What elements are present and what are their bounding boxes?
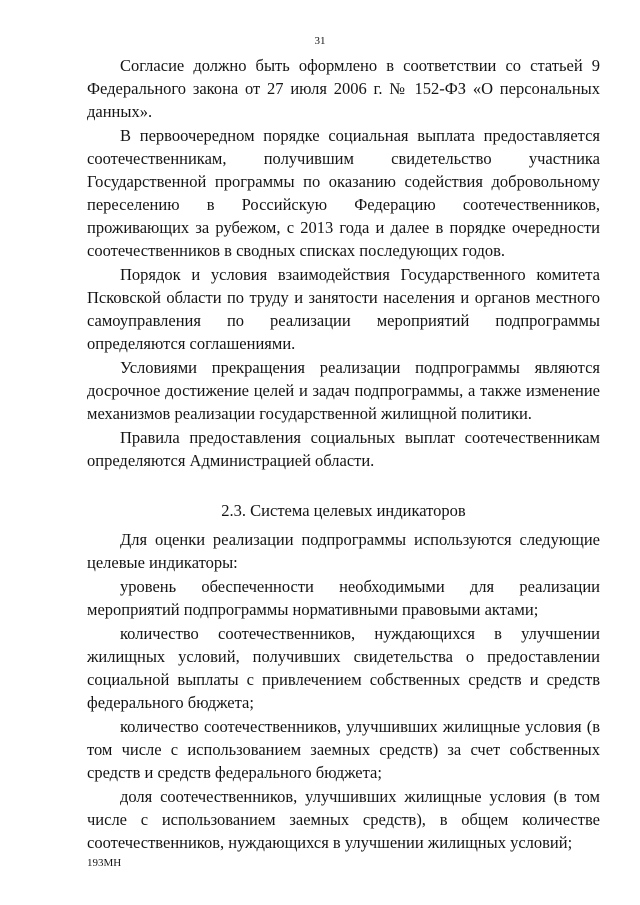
indicator-item: количество соотечественников, улучшивших жилищные условия (в том числе с использованием заемных средств) за счет собственных средств и средств федерального бюджета; [87,717,600,782]
document-body [87,54,600,854]
indicator-item: доля соотечественников, улучшивших жилищные условия (в том числе с использованием заемных средств), в общем количестве соотечественников, нуждающихся в улучшении жилищных условий; [87,787,600,852]
section-title: 2.3. Система целевых индикаторов [221,501,466,520]
page-number: 31 [314,35,326,47]
paragraph-payment-rules: Правила предоставления социальных выплат соотечественникам определяются Администрацией области. [87,428,600,470]
paragraph-consent: Согласие должно быть оформлено в соответствии со статьей 9 Федерального закона от 27 июля 2006 г. № 152-ФЗ «О персональных данных». [87,56,600,121]
paragraph-interaction-procedure: Порядок и условия взаимодействия Государственного комитета Псковской области по труду и занятости населения и органов местного самоуправления по реализации мероприятий подпрограммы определяются соглашениями. [87,265,600,353]
paragraph-termination-conditions: Условиями прекращения реализации подпрограммы являются досрочное достижение целей и задач подпрограммы, а также изменение механизмов реализации государственной жилищной политики. [87,358,600,423]
paragraph-indicators-intro: Для оценки реализации подпрограммы используются следующие целевые индикаторы: [87,530,600,572]
indicator-item: количество соотечественников, нуждающихся в улучшении жилищных условий, получивших свидетельства о предоставлении социальной выплаты с привлечением собственных средств и средств федерального бюджета; [87,624,600,712]
paragraph-priority-payment: В первоочередном порядке социальная выплата предоставляется соотечественникам, получившим свидетельство участника Государственной программы по оказанию содействия добровольному переселению в Российскую Федерацию соотечественников, проживающих за рубежом, с 2013 года и далее в порядке очередности соотечественников в сводных списках последующих годов. [87,126,600,260]
indicator-item: уровень обеспеченности необходимыми для реализации мероприятий подпрограммы нормативными правовыми актами; [87,577,600,619]
document-code: 193МН [87,857,122,869]
